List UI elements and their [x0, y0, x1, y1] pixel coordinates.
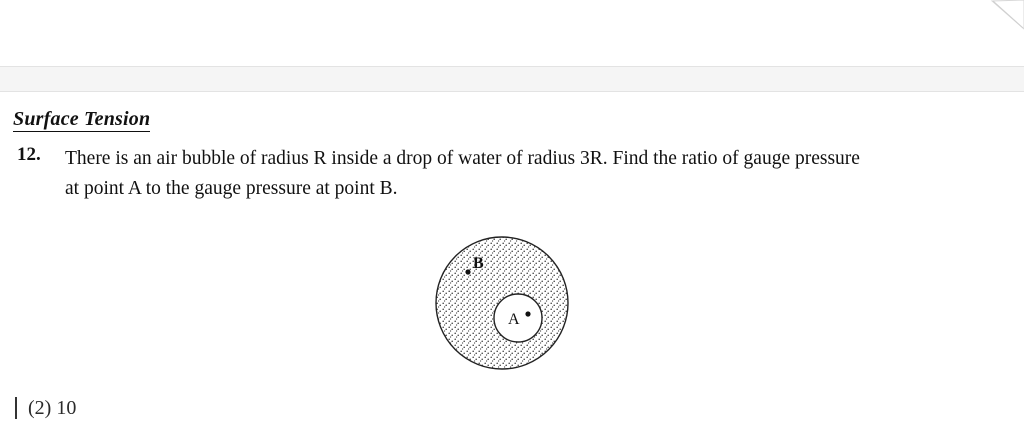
footer-rule	[15, 397, 17, 419]
problem-line-1: There is an air bubble of radius R inside a drop of water of radius 3R. Find the ratio of gauge pressure	[65, 148, 860, 169]
section-heading: Surface Tension	[13, 108, 151, 130]
gray-band	[0, 67, 1024, 91]
problem-block	[13, 144, 1003, 204]
figure-label-b: B	[473, 255, 484, 272]
document-content	[0, 92, 1024, 423]
top-white-band	[0, 0, 1024, 66]
footer-fragment	[12, 395, 132, 423]
figure-label-a: A	[508, 311, 520, 328]
problem-line-2: at point A to the gauge pressure at point B.	[65, 178, 398, 199]
figure-water-drop	[418, 224, 588, 389]
page-corner-fold-icon	[990, 0, 1024, 30]
footer-text: (2) 10	[28, 397, 77, 419]
problem-statement	[65, 144, 1003, 204]
problem-number: 12.	[17, 144, 41, 165]
